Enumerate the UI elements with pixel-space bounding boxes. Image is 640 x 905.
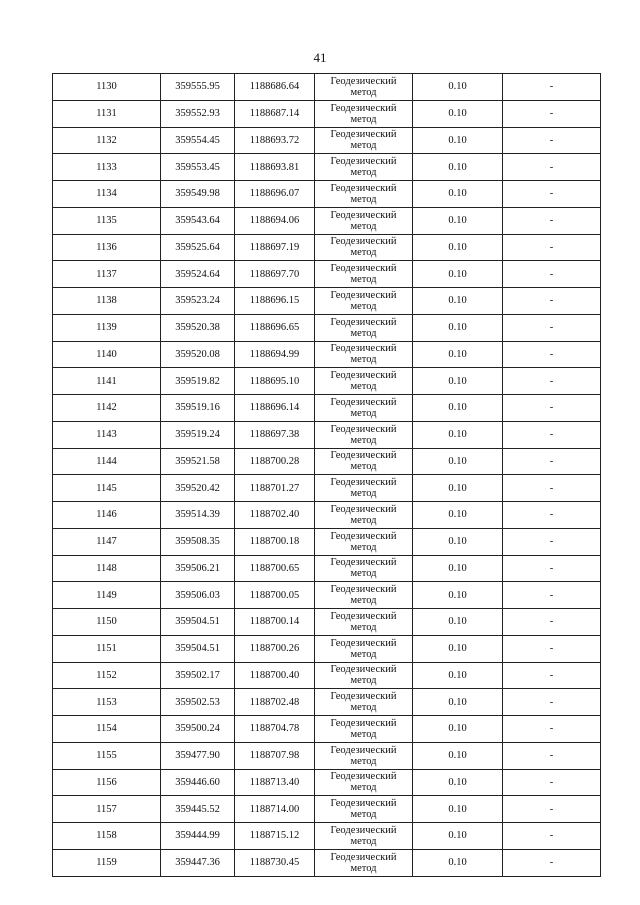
table-row xyxy=(53,154,601,181)
method-line-2: метод xyxy=(350,140,377,152)
method-cell xyxy=(315,395,413,422)
y-coordinate-cell: 1188700.14 xyxy=(235,609,315,636)
accuracy-cell: 0.10 xyxy=(413,528,503,555)
y-coordinate-cell: 1188701.27 xyxy=(235,475,315,502)
method-line-1: Геодезический xyxy=(330,343,397,355)
method-line-2: метод xyxy=(350,193,377,205)
method-line-2: метод xyxy=(350,327,377,339)
description-cell: - xyxy=(503,609,601,636)
description-cell: - xyxy=(503,261,601,288)
method-line-1: Геодезический xyxy=(330,824,397,836)
accuracy-cell: 0.10 xyxy=(413,769,503,796)
x-coordinate-cell: 359520.42 xyxy=(161,475,235,502)
description-cell: - xyxy=(503,555,601,582)
description-cell: - xyxy=(503,475,601,502)
table-row xyxy=(53,341,601,368)
method-cell xyxy=(315,582,413,609)
method-cell xyxy=(315,769,413,796)
x-coordinate-cell: 359502.53 xyxy=(161,689,235,716)
method-cell xyxy=(315,502,413,529)
method-cell xyxy=(315,849,413,876)
method-line-2: метод xyxy=(350,835,377,847)
table-row xyxy=(53,849,601,876)
x-coordinate-cell: 359502.17 xyxy=(161,662,235,689)
y-coordinate-cell: 1188697.38 xyxy=(235,421,315,448)
description-cell: - xyxy=(503,154,601,181)
method-cell xyxy=(315,74,413,101)
method-line-1: Геодезический xyxy=(330,664,397,676)
x-coordinate-cell: 359521.58 xyxy=(161,448,235,475)
method-line-1: Геодезический xyxy=(330,584,397,596)
method-cell xyxy=(315,609,413,636)
method-line-2: метод xyxy=(350,381,377,393)
description-cell: - xyxy=(503,823,601,850)
accuracy-cell: 0.10 xyxy=(413,502,503,529)
method-line-2: метод xyxy=(350,862,377,874)
description-cell: - xyxy=(503,448,601,475)
point-number-cell: 1138 xyxy=(53,288,161,315)
accuracy-cell: 0.10 xyxy=(413,689,503,716)
method-cell xyxy=(315,100,413,127)
table-row xyxy=(53,448,601,475)
y-coordinate-cell: 1188694.06 xyxy=(235,207,315,234)
point-number-cell: 1140 xyxy=(53,341,161,368)
description-cell: - xyxy=(503,181,601,208)
accuracy-cell: 0.10 xyxy=(413,609,503,636)
x-coordinate-cell: 359506.03 xyxy=(161,582,235,609)
table-row xyxy=(53,74,601,101)
method-cell xyxy=(315,154,413,181)
method-line-1: Геодезический xyxy=(330,129,397,141)
method-line-2: метод xyxy=(350,728,377,740)
method-line-2: метод xyxy=(350,434,377,446)
x-coordinate-cell: 359446.60 xyxy=(161,769,235,796)
table-row xyxy=(53,261,601,288)
accuracy-cell: 0.10 xyxy=(413,662,503,689)
x-coordinate-cell: 359506.21 xyxy=(161,555,235,582)
description-cell: - xyxy=(503,742,601,769)
method-cell xyxy=(315,261,413,288)
table-row xyxy=(53,421,601,448)
accuracy-cell: 0.10 xyxy=(413,261,503,288)
table-row xyxy=(53,368,601,395)
x-coordinate-cell: 359523.24 xyxy=(161,288,235,315)
description-cell: - xyxy=(503,314,601,341)
method-line-2: метод xyxy=(350,300,377,312)
y-coordinate-cell: 1188713.40 xyxy=(235,769,315,796)
method-line-1: Геодезический xyxy=(330,289,397,301)
method-line-2: метод xyxy=(350,809,377,821)
method-cell xyxy=(315,555,413,582)
method-line-1: Геодезический xyxy=(330,370,397,382)
method-line-1: Геодезический xyxy=(330,798,397,810)
y-coordinate-cell: 1188702.40 xyxy=(235,502,315,529)
x-coordinate-cell: 359447.36 xyxy=(161,849,235,876)
x-coordinate-cell: 359519.82 xyxy=(161,368,235,395)
point-number-cell: 1144 xyxy=(53,448,161,475)
description-cell: - xyxy=(503,689,601,716)
table-row xyxy=(53,395,601,422)
method-line-2: метод xyxy=(350,782,377,794)
table-row xyxy=(53,502,601,529)
description-cell: - xyxy=(503,662,601,689)
description-cell: - xyxy=(503,127,601,154)
method-cell xyxy=(315,368,413,395)
y-coordinate-cell: 1188700.65 xyxy=(235,555,315,582)
description-cell: - xyxy=(503,234,601,261)
point-number-cell: 1146 xyxy=(53,502,161,529)
y-coordinate-cell: 1188700.26 xyxy=(235,635,315,662)
method-line-1: Геодезический xyxy=(330,75,397,87)
method-line-1: Геодезический xyxy=(330,771,397,783)
method-cell xyxy=(315,234,413,261)
table-row xyxy=(53,609,601,636)
x-coordinate-cell: 359504.51 xyxy=(161,635,235,662)
method-line-1: Геодезический xyxy=(330,102,397,114)
x-coordinate-cell: 359543.64 xyxy=(161,207,235,234)
point-number-cell: 1136 xyxy=(53,234,161,261)
point-number-cell: 1132 xyxy=(53,127,161,154)
x-coordinate-cell: 359555.95 xyxy=(161,74,235,101)
table-row xyxy=(53,555,601,582)
table-row xyxy=(53,314,601,341)
method-line-1: Геодезический xyxy=(330,182,397,194)
method-cell xyxy=(315,181,413,208)
description-cell: - xyxy=(503,796,601,823)
method-line-1: Геодезический xyxy=(330,557,397,569)
table-row xyxy=(53,662,601,689)
description-cell: - xyxy=(503,582,601,609)
table-row xyxy=(53,234,601,261)
accuracy-cell: 0.10 xyxy=(413,849,503,876)
table-row xyxy=(53,796,601,823)
y-coordinate-cell: 1188686.64 xyxy=(235,74,315,101)
method-line-1: Геодезический xyxy=(330,637,397,649)
method-line-1: Геодезический xyxy=(330,691,397,703)
point-number-cell: 1153 xyxy=(53,689,161,716)
table-row xyxy=(53,288,601,315)
method-line-2: метод xyxy=(350,488,377,500)
point-number-cell: 1143 xyxy=(53,421,161,448)
method-line-1: Геодезический xyxy=(330,477,397,489)
x-coordinate-cell: 359554.45 xyxy=(161,127,235,154)
point-number-cell: 1154 xyxy=(53,716,161,743)
y-coordinate-cell: 1188696.65 xyxy=(235,314,315,341)
method-line-2: метод xyxy=(350,514,377,526)
description-cell: - xyxy=(503,395,601,422)
y-coordinate-cell: 1188700.18 xyxy=(235,528,315,555)
method-line-1: Геодезический xyxy=(330,263,397,275)
table-row xyxy=(53,582,601,609)
method-line-2: метод xyxy=(350,407,377,419)
point-number-cell: 1158 xyxy=(53,823,161,850)
table-row xyxy=(53,689,601,716)
y-coordinate-cell: 1188693.81 xyxy=(235,154,315,181)
accuracy-cell: 0.10 xyxy=(413,234,503,261)
accuracy-cell: 0.10 xyxy=(413,421,503,448)
method-cell xyxy=(315,528,413,555)
point-number-cell: 1157 xyxy=(53,796,161,823)
method-line-1: Геодезический xyxy=(330,396,397,408)
point-number-cell: 1145 xyxy=(53,475,161,502)
method-line-2: метод xyxy=(350,648,377,660)
accuracy-cell: 0.10 xyxy=(413,288,503,315)
description-cell: - xyxy=(503,74,601,101)
point-number-cell: 1159 xyxy=(53,849,161,876)
method-line-2: метод xyxy=(350,595,377,607)
accuracy-cell: 0.10 xyxy=(413,395,503,422)
point-number-cell: 1135 xyxy=(53,207,161,234)
method-cell xyxy=(315,796,413,823)
description-cell: - xyxy=(503,421,601,448)
method-line-1: Геодезический xyxy=(330,503,397,515)
x-coordinate-cell: 359520.08 xyxy=(161,341,235,368)
method-line-1: Геодезический xyxy=(330,423,397,435)
x-coordinate-cell: 359524.64 xyxy=(161,261,235,288)
accuracy-cell: 0.10 xyxy=(413,100,503,127)
x-coordinate-cell: 359553.45 xyxy=(161,154,235,181)
coordinates-table xyxy=(52,73,601,877)
y-coordinate-cell: 1188702.48 xyxy=(235,689,315,716)
y-coordinate-cell: 1188696.15 xyxy=(235,288,315,315)
y-coordinate-cell: 1188700.40 xyxy=(235,662,315,689)
method-cell xyxy=(315,823,413,850)
method-line-2: метод xyxy=(350,113,377,125)
x-coordinate-cell: 359445.52 xyxy=(161,796,235,823)
description-cell: - xyxy=(503,207,601,234)
accuracy-cell: 0.10 xyxy=(413,181,503,208)
method-cell xyxy=(315,421,413,448)
point-number-cell: 1130 xyxy=(53,74,161,101)
y-coordinate-cell: 1188696.14 xyxy=(235,395,315,422)
point-number-cell: 1156 xyxy=(53,769,161,796)
method-line-2: метод xyxy=(350,621,377,633)
x-coordinate-cell: 359525.64 xyxy=(161,234,235,261)
method-cell xyxy=(315,742,413,769)
x-coordinate-cell: 359549.98 xyxy=(161,181,235,208)
point-number-cell: 1149 xyxy=(53,582,161,609)
description-cell: - xyxy=(503,635,601,662)
description-cell: - xyxy=(503,288,601,315)
table-row xyxy=(53,742,601,769)
description-cell: - xyxy=(503,502,601,529)
y-coordinate-cell: 1188700.28 xyxy=(235,448,315,475)
y-coordinate-cell: 1188687.14 xyxy=(235,100,315,127)
x-coordinate-cell: 359500.24 xyxy=(161,716,235,743)
method-cell xyxy=(315,448,413,475)
method-cell xyxy=(315,127,413,154)
method-line-1: Геодезический xyxy=(330,610,397,622)
table-row xyxy=(53,475,601,502)
method-line-2: метод xyxy=(350,247,377,259)
y-coordinate-cell: 1188694.99 xyxy=(235,341,315,368)
accuracy-cell: 0.10 xyxy=(413,582,503,609)
x-coordinate-cell: 359519.16 xyxy=(161,395,235,422)
y-coordinate-cell: 1188697.19 xyxy=(235,234,315,261)
description-cell: - xyxy=(503,341,601,368)
accuracy-cell: 0.10 xyxy=(413,74,503,101)
table-row xyxy=(53,127,601,154)
accuracy-cell: 0.10 xyxy=(413,635,503,662)
method-line-2: метод xyxy=(350,568,377,580)
y-coordinate-cell: 1188700.05 xyxy=(235,582,315,609)
point-number-cell: 1150 xyxy=(53,609,161,636)
y-coordinate-cell: 1188696.07 xyxy=(235,181,315,208)
accuracy-cell: 0.10 xyxy=(413,341,503,368)
y-coordinate-cell: 1188707.98 xyxy=(235,742,315,769)
description-cell: - xyxy=(503,769,601,796)
method-line-2: метод xyxy=(350,354,377,366)
method-cell xyxy=(315,716,413,743)
method-line-1: Геодезический xyxy=(330,209,397,221)
x-coordinate-cell: 359552.93 xyxy=(161,100,235,127)
table-row xyxy=(53,528,601,555)
x-coordinate-cell: 359444.99 xyxy=(161,823,235,850)
method-line-1: Геодезический xyxy=(330,236,397,248)
method-line-1: Геодезический xyxy=(330,744,397,756)
accuracy-cell: 0.10 xyxy=(413,716,503,743)
point-number-cell: 1137 xyxy=(53,261,161,288)
y-coordinate-cell: 1188714.00 xyxy=(235,796,315,823)
accuracy-cell: 0.10 xyxy=(413,823,503,850)
x-coordinate-cell: 359520.38 xyxy=(161,314,235,341)
method-cell xyxy=(315,288,413,315)
table-row xyxy=(53,100,601,127)
method-cell xyxy=(315,689,413,716)
point-number-cell: 1134 xyxy=(53,181,161,208)
description-cell: - xyxy=(503,528,601,555)
method-cell xyxy=(315,314,413,341)
accuracy-cell: 0.10 xyxy=(413,207,503,234)
method-line-1: Геодезический xyxy=(330,316,397,328)
point-number-cell: 1147 xyxy=(53,528,161,555)
point-number-cell: 1131 xyxy=(53,100,161,127)
y-coordinate-cell: 1188695.10 xyxy=(235,368,315,395)
method-cell xyxy=(315,341,413,368)
point-number-cell: 1141 xyxy=(53,368,161,395)
accuracy-cell: 0.10 xyxy=(413,314,503,341)
method-line-2: метод xyxy=(350,220,377,232)
y-coordinate-cell: 1188715.12 xyxy=(235,823,315,850)
table-row xyxy=(53,207,601,234)
table-row xyxy=(53,716,601,743)
accuracy-cell: 0.10 xyxy=(413,475,503,502)
method-line-1: Геодезический xyxy=(330,156,397,168)
accuracy-cell: 0.10 xyxy=(413,742,503,769)
accuracy-cell: 0.10 xyxy=(413,127,503,154)
accuracy-cell: 0.10 xyxy=(413,555,503,582)
point-number-cell: 1155 xyxy=(53,742,161,769)
point-number-cell: 1152 xyxy=(53,662,161,689)
x-coordinate-cell: 359504.51 xyxy=(161,609,235,636)
table-row xyxy=(53,769,601,796)
accuracy-cell: 0.10 xyxy=(413,448,503,475)
method-line-2: метод xyxy=(350,755,377,767)
description-cell: - xyxy=(503,368,601,395)
method-line-1: Геодезический xyxy=(330,717,397,729)
point-number-cell: 1151 xyxy=(53,635,161,662)
method-cell xyxy=(315,207,413,234)
method-cell xyxy=(315,662,413,689)
description-cell: - xyxy=(503,716,601,743)
point-number-cell: 1148 xyxy=(53,555,161,582)
accuracy-cell: 0.10 xyxy=(413,154,503,181)
method-line-1: Геодезический xyxy=(330,530,397,542)
coordinates-table-body xyxy=(53,74,601,877)
method-line-2: метод xyxy=(350,541,377,553)
point-number-cell: 1133 xyxy=(53,154,161,181)
y-coordinate-cell: 1188697.70 xyxy=(235,261,315,288)
page-number: 41 xyxy=(313,50,327,65)
method-line-2: метод xyxy=(350,274,377,286)
y-coordinate-cell: 1188704.78 xyxy=(235,716,315,743)
point-number-cell: 1139 xyxy=(53,314,161,341)
method-line-2: метод xyxy=(350,675,377,687)
accuracy-cell: 0.10 xyxy=(413,796,503,823)
description-cell: - xyxy=(503,100,601,127)
x-coordinate-cell: 359477.90 xyxy=(161,742,235,769)
table-row xyxy=(53,823,601,850)
table-row xyxy=(53,635,601,662)
method-line-1: Геодезический xyxy=(330,851,397,863)
method-cell xyxy=(315,475,413,502)
description-cell: - xyxy=(503,849,601,876)
x-coordinate-cell: 359508.35 xyxy=(161,528,235,555)
method-line-2: метод xyxy=(350,86,377,98)
method-cell xyxy=(315,635,413,662)
method-line-2: метод xyxy=(350,461,377,473)
method-line-1: Геодезический xyxy=(330,450,397,462)
accuracy-cell: 0.10 xyxy=(413,368,503,395)
x-coordinate-cell: 359519.24 xyxy=(161,421,235,448)
x-coordinate-cell: 359514.39 xyxy=(161,502,235,529)
table-row xyxy=(53,181,601,208)
y-coordinate-cell: 1188730.45 xyxy=(235,849,315,876)
y-coordinate-cell: 1188693.72 xyxy=(235,127,315,154)
point-number-cell: 1142 xyxy=(53,395,161,422)
method-line-2: метод xyxy=(350,167,377,179)
method-line-2: метод xyxy=(350,702,377,714)
